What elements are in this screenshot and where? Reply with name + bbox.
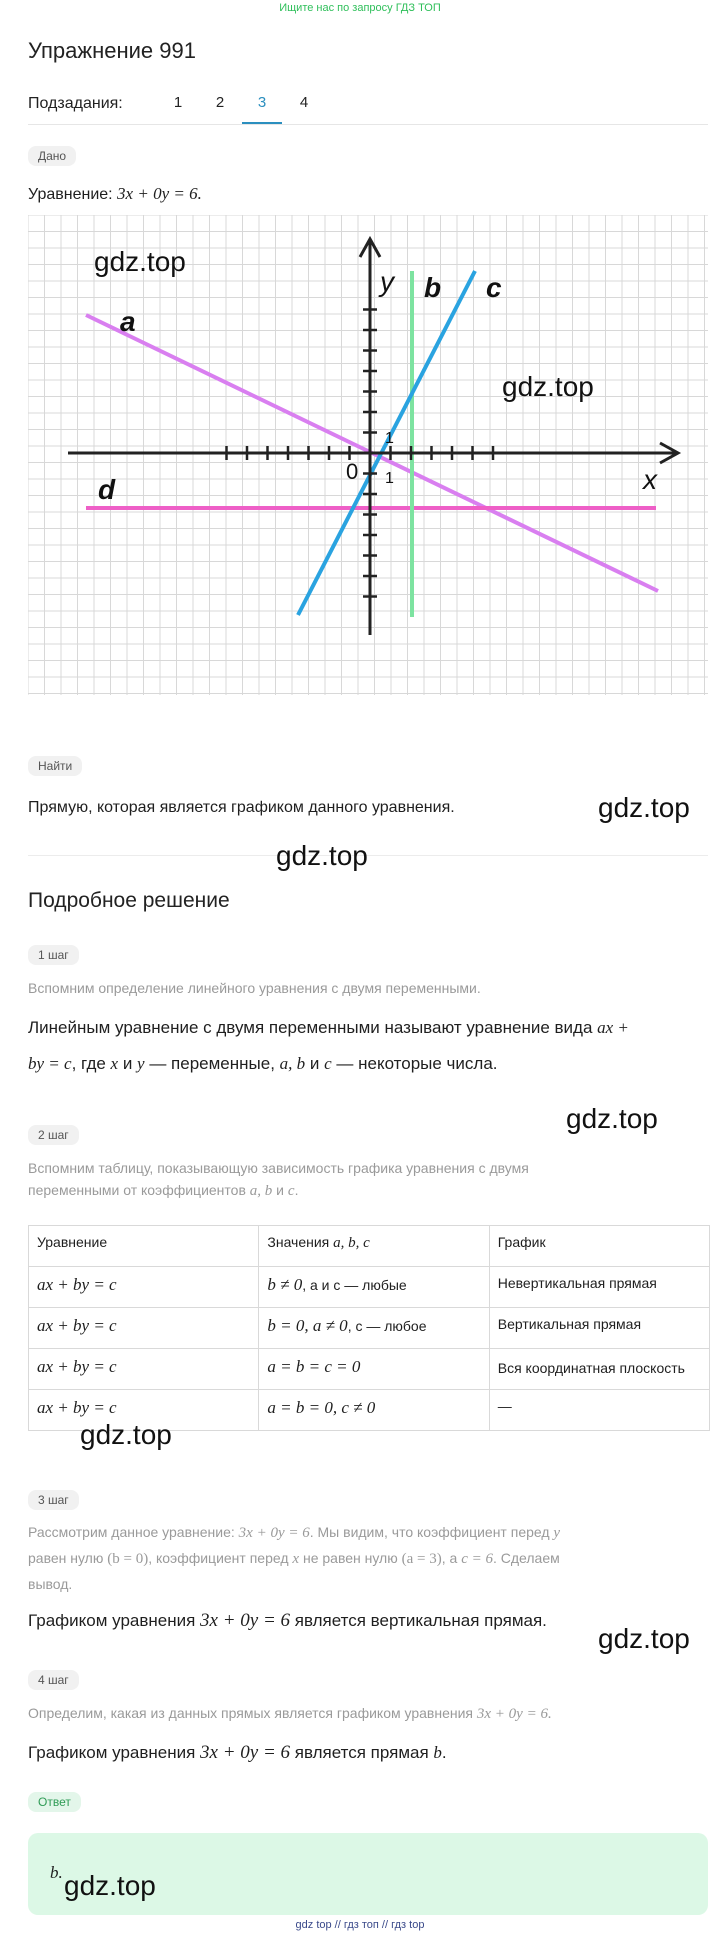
table-cell: Вся координатная плоскость [489, 1349, 709, 1390]
divider [28, 855, 708, 856]
table-cell: b = 0, a ≠ 0, c — любое [259, 1308, 489, 1349]
origin-label: 0 [346, 459, 359, 484]
step-1-muted: Вспомним определение линейного уравнения с двумя переменными. [28, 980, 481, 996]
coefficients-table [28, 1225, 710, 1431]
step-3-text: Графиком уравнения 3x + 0y = 6 является вертикальная прямая. [28, 1610, 547, 1631]
given-equation: 3x + 0y = 6. [117, 184, 202, 203]
tab-subtask-4[interactable]: 4 [299, 94, 309, 111]
step-2-muted: Вспомним таблицу, показывающую зависимость графика уравнения с двумя переменными от коэффициентов a, b и c. [28, 1160, 529, 1199]
table-cell: ax + by = c [29, 1349, 259, 1390]
step-1-text: Линейным уравнение с двумя переменными называют уравнение вида ax + by = c, где x и y — переменные, a, b и c — некоторые числа. [28, 1018, 629, 1073]
watermark: gdz.top [598, 792, 690, 823]
table-cell: b ≠ 0, a и c — любые [259, 1267, 489, 1308]
watermark: gdz.top [64, 1870, 156, 1901]
footer-links[interactable]: gdz top // гдз топ // гдз top [295, 1919, 425, 1931]
table-cell: a = b = 0, c ≠ 0 [259, 1390, 489, 1431]
x-axis-label: x [643, 464, 657, 495]
watermark: gdz.top [598, 1623, 690, 1654]
find-text: Прямую, которая является графиком данного уравнения. [28, 799, 455, 816]
top-banner[interactable]: Ищите нас по запросу ГДЗ ТОП [279, 2, 441, 14]
line-label-c: c [486, 272, 502, 303]
given-prefix: Уравнение: [28, 186, 118, 203]
tab-subtask-1[interactable]: 1 [173, 94, 183, 111]
step-3-muted: Рассмотрим данное уравнение: 3x + 0y = 6. Мы видим, что коэффициент перед y равен нулю (b = 0), коэффициент перед x не равен нулю (a = 3), а c = 6. Сделаем вывод. [28, 1524, 561, 1592]
table-cell: — [489, 1390, 709, 1431]
answer-value: b. [50, 1863, 63, 1882]
tab-subtask-3[interactable]: 3 [242, 94, 282, 124]
exercise-card [12, 20, 708, 1915]
page-title: Упражнение 991 [28, 38, 196, 63]
line-label-a: a [120, 306, 136, 337]
watermark: gdz.top [502, 371, 594, 402]
watermark: gdz.top [94, 246, 186, 277]
step-4-text: Графиком уравнения 3x + 0y = 6 является прямая b. [28, 1742, 447, 1763]
table-row [29, 1267, 710, 1308]
table-cell: ax + by = c [29, 1267, 259, 1308]
table-cell: Вертикальная прямая [489, 1308, 709, 1349]
given-text [28, 181, 202, 208]
y-unit-label: 1 [385, 430, 394, 447]
find-pill: Найти [28, 756, 82, 776]
coordinate-graph [28, 215, 708, 695]
watermark: gdz.top [276, 840, 368, 871]
table-row [29, 1308, 710, 1349]
step-2-pill: 2 шаг [28, 1125, 79, 1145]
table-cell: Невертикальная прямая [489, 1267, 709, 1308]
line-label-d: d [98, 474, 116, 505]
subtasks-label: Подзадания: [28, 95, 123, 112]
subtasks-nav [28, 88, 708, 125]
table-header-row [29, 1226, 710, 1267]
table-cell: a = b = c = 0 [259, 1349, 489, 1390]
tab-subtask-2[interactable]: 2 [215, 94, 225, 111]
answer-pill: Ответ [28, 1792, 81, 1812]
step-3-pill: 3 шаг [28, 1490, 79, 1510]
table-header-cell: График [489, 1226, 709, 1267]
given-pill: Дано [28, 146, 76, 166]
y-axis-label: y [380, 266, 394, 297]
step-4-muted: Определим, какая из данных прямых является графиком уравнения 3x + 0y = 6. [28, 1705, 552, 1722]
table-row [29, 1349, 710, 1390]
watermark: gdz.top [80, 1419, 172, 1450]
x-unit-label: 1 [385, 470, 394, 487]
line-label-b: b [424, 272, 442, 303]
step-4-pill: 4 шаг [28, 1670, 79, 1690]
table-header-cell: Уравнение [29, 1226, 259, 1267]
table-cell: ax + by = c [29, 1390, 259, 1431]
watermark: gdz.top [566, 1103, 658, 1134]
table-cell: ax + by = c [29, 1308, 259, 1349]
step-1-pill: 1 шаг [28, 945, 79, 965]
solution-title: Подробное решение [28, 889, 230, 912]
table-header-cell: Значения a, b, c [259, 1226, 489, 1267]
grid [28, 215, 708, 695]
